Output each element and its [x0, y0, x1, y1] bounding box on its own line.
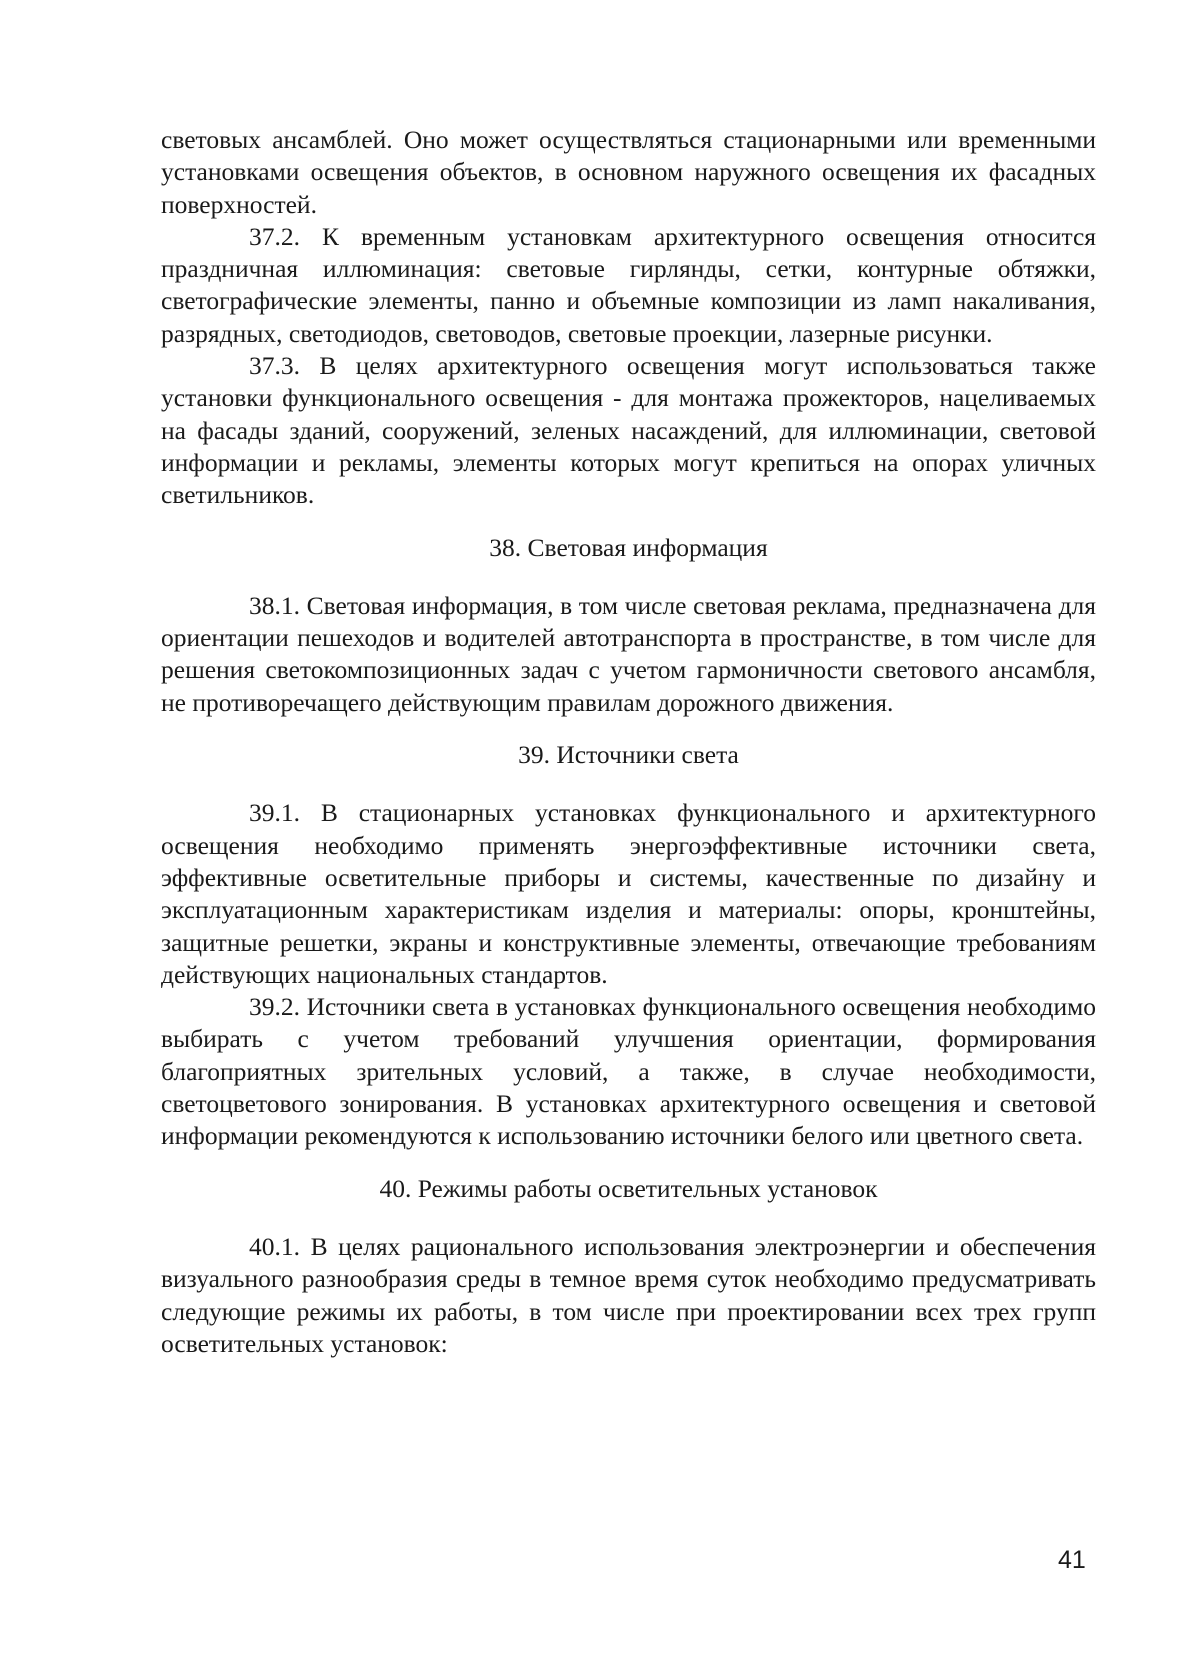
paragraph-37-1-continuation: световых ансамблей. Оно может осуществляться стационарными или временными установками освещения объектов, в основном наружного освещения их фасадных поверхностей. [161, 125, 1096, 219]
text-column [161, 124, 1096, 1360]
paragraph-37-3: 37.3. В целях архитектурного освещения могут использоваться также установки функционального освещения - для монтажа прожекторов, нацеливаемых на фасады зданий, сооружений, зеленых насаждений, для иллюминации, световой информации и рекламы, элементы которых могут крепиться на опорах уличных светильников. [161, 351, 1096, 510]
section-heading-40: 40. Режимы работы осветительных установок [379, 1173, 878, 1203]
section-heading-38: 38. Световая информация [489, 532, 768, 562]
page-number: 41 [1058, 1546, 1086, 1574]
section-heading-39: 39. Источники света [518, 740, 739, 770]
paragraph-39-2: 39.2. Источники света в установках функционального освещения необходимо выбирать с учетом требований улучшения ориентации, формирования благоприятных зрительных условий, а также, в случае необходимости, светоцветового зонирования. В установках архитектурного освещения и световой информации рекомендуются к использованию источники белого или цветного света. [161, 992, 1096, 1151]
paragraph-37-2: 37.2. К временным установкам архитектурного освещения относится праздничная иллюминация: световые гирлянды, сетки, контурные обтяжки, светографические элементы, панно и объемные композиции из ламп накаливания, разрядных, светодиодов, световодов, световые проекции, лазерные рисунки. [161, 221, 1096, 348]
paragraph-39-1: 39.1. В стационарных установках функционального и архитектурного освещения необходимо применять энергоэффективные источники света, эффективные осветительные приборы и системы, качественные по дизайну и эксплуатационным характеристикам изделия и материалы: опоры, кронштейны, защитные решетки, экраны и конструктивные элементы, отвечающие требованиям действующих национальных стандартов. [161, 798, 1096, 989]
paragraph-40-1: 40.1. В целях рационального использования электроэнергии и обеспечения визуального разнообразия среды в темное время суток необходимо предусматривать следующие режимы их работы, в том числе при проектировании всех трех групп осветительных установок: [161, 1231, 1096, 1358]
paragraph-38-1: 38.1. Световая информация, в том числе световая реклама, предназначена для ориентации пешеходов и водителей автотранспорта в пространстве, в том числе для решения светокомпозиционных задач с учетом гармоничности светового ансамбля, не противоречащего действующим правилам дорожного движения. [161, 590, 1096, 717]
